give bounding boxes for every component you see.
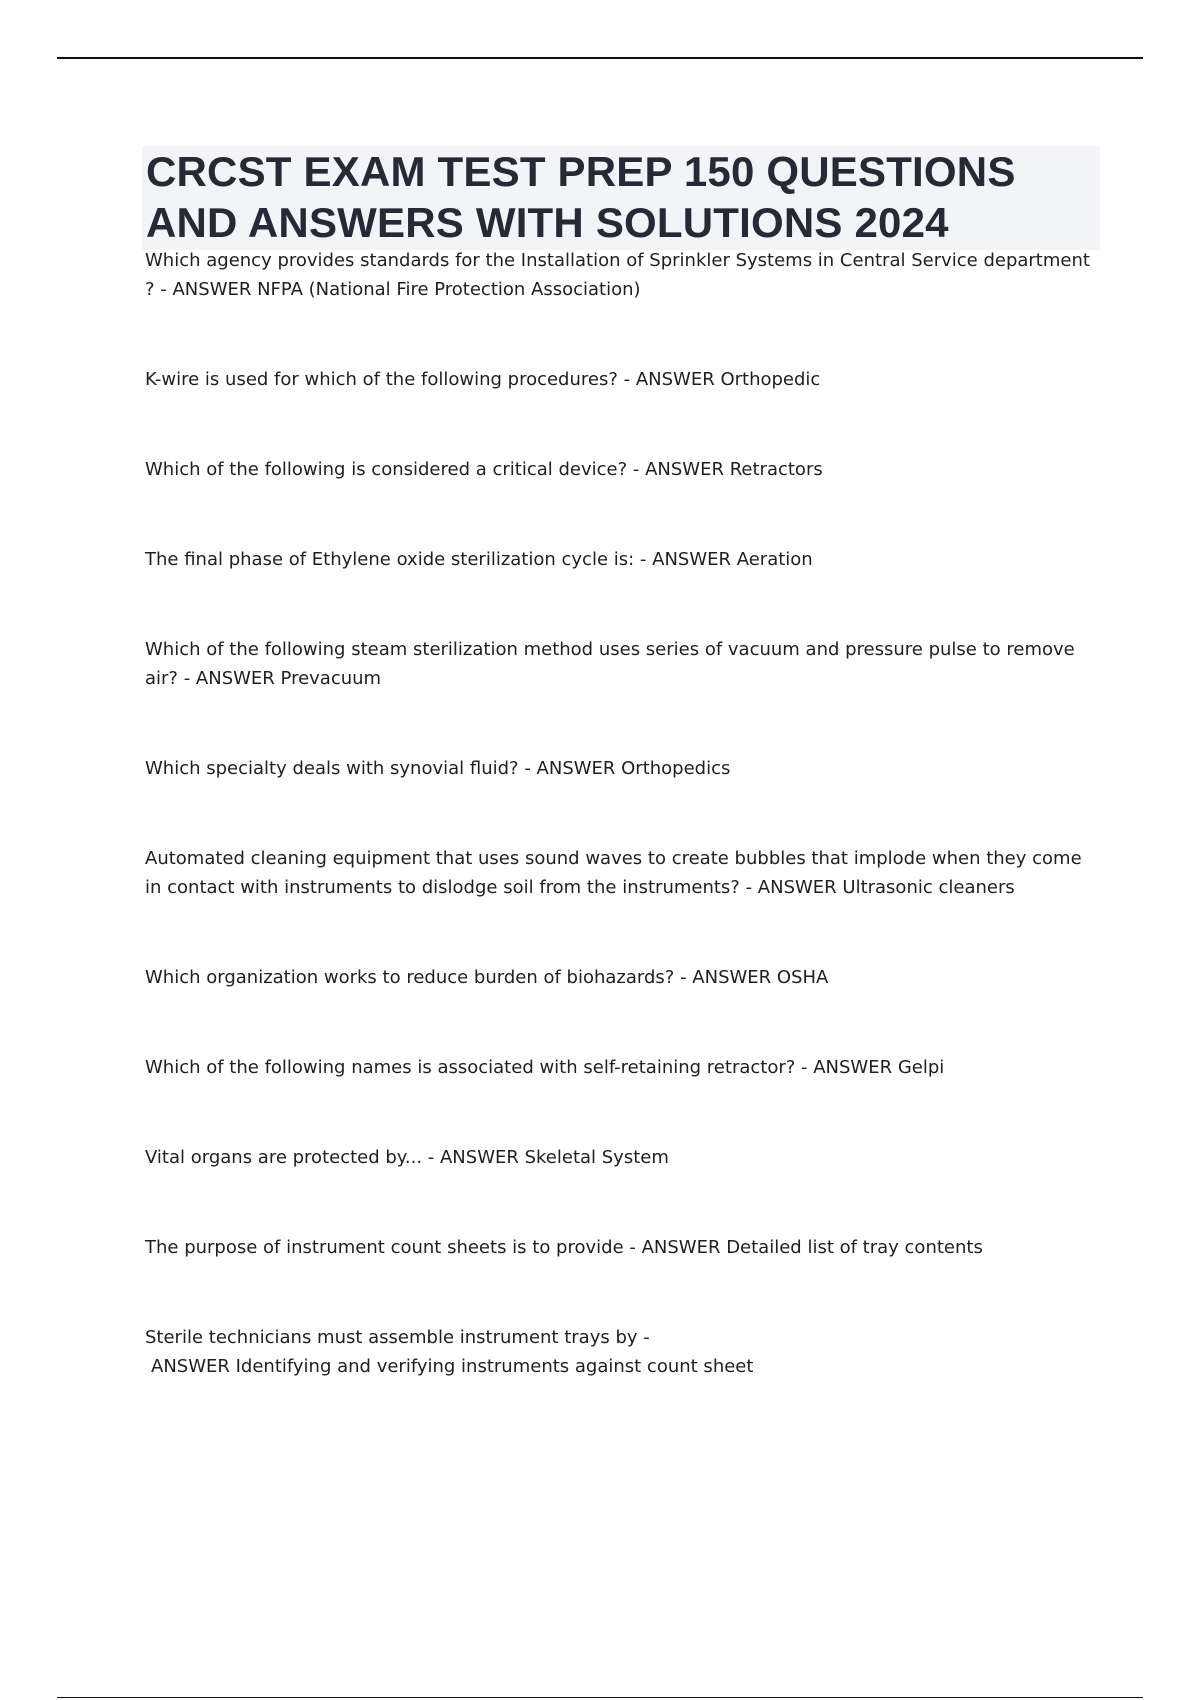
qa-item-8-line-1: Which organization works to reduce burden of biohazards? - ANSWER OSHA	[145, 967, 829, 988]
qa-item-11-line-1: The purpose of instrument count sheets is to provide - ANSWER Detailed list of tray contents	[145, 1237, 983, 1258]
qa-item-3-line-1: Which of the following is considered a critical device? - ANSWER Retractors	[145, 459, 823, 480]
qa-item-6	[145, 754, 1095, 783]
top-divider	[57, 57, 1143, 59]
qa-item-7-line-1: Automated cleaning equipment that uses sound waves to create bubbles that implode when they come	[145, 848, 1082, 869]
qa-item-9-line-1: Which of the following names is associated with self-retaining retractor? - ANSWER Gelpi	[145, 1057, 945, 1078]
qa-item-7	[145, 844, 1095, 902]
bottom-divider	[57, 1697, 1143, 1698]
qa-list	[145, 246, 1095, 1442]
qa-item-4-line-1: The final phase of Ethylene oxide sterilization cycle is: - ANSWER Aeration	[145, 549, 813, 570]
title-line-2: AND ANSWERS WITH SOLUTIONS 2024	[146, 199, 949, 246]
qa-item-10-line-1: Vital organs are protected by... - ANSWER Skeletal System	[145, 1147, 669, 1168]
qa-item-5	[145, 635, 1095, 693]
qa-item-5-line-1: Which of the following steam sterilization method uses series of vacuum and pressure pulse to remove	[145, 639, 1075, 660]
document-title	[146, 146, 1096, 248]
qa-item-11	[145, 1233, 1095, 1262]
qa-item-8	[145, 963, 1095, 992]
qa-item-12-line-2: ANSWER Identifying and verifying instruments against count sheet	[151, 1356, 754, 1377]
qa-item-6-line-1: Which specialty deals with synovial fluid? - ANSWER Orthopedics	[145, 758, 731, 779]
qa-item-12	[145, 1323, 1095, 1381]
title-block	[142, 146, 1100, 250]
qa-item-7-line-2: in contact with instruments to dislodge soil from the instruments? - ANSWER Ultrasonic cleaners	[145, 877, 1015, 898]
qa-item-4	[145, 545, 1095, 574]
title-line-1: CRCST EXAM TEST PREP 150 QUESTIONS	[146, 148, 1016, 195]
qa-item-1	[145, 246, 1095, 304]
qa-item-10	[145, 1143, 1095, 1172]
qa-item-5-line-2: air? - ANSWER Prevacuum	[145, 668, 382, 689]
qa-item-1-line-1: Which agency provides standards for the Installation of Sprinkler Systems in Central Service department	[145, 250, 1090, 271]
qa-item-2	[145, 365, 1095, 394]
qa-item-3	[145, 455, 1095, 484]
qa-item-2-line-1: K-wire is used for which of the following procedures? - ANSWER Orthopedic	[145, 369, 821, 390]
qa-item-9	[145, 1053, 1095, 1082]
qa-item-12-line-1: Sterile technicians must assemble instrument trays by -	[145, 1327, 650, 1348]
qa-item-1-line-2: ? - ANSWER NFPA (National Fire Protection Association)	[145, 279, 641, 300]
